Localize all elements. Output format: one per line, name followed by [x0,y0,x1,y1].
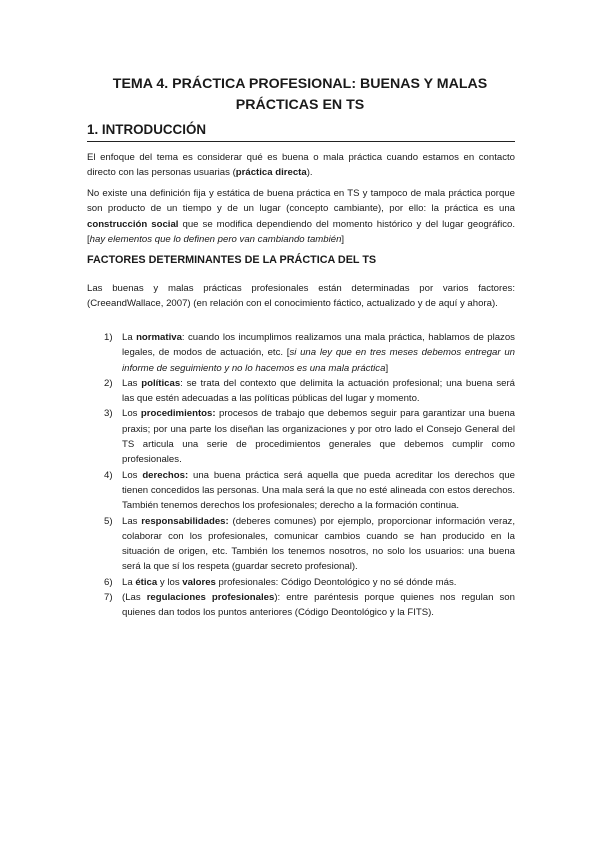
section-heading: 1. INTRODUCCIÓN [87,122,207,137]
text-run: ): entre paréntesis porque quienes nos regulan son quienes dan todos los puntos anteriores (Código Deontológico y la FITS). [122,592,515,619]
list-number: 7) [104,592,113,604]
text-run: una buena práctica será aquella que pueda acreditar los derechos que tienen concedidos las personas. Una mala será la que no esté alineada con estos derechos. También tenemos derechos los profesionales; derecho a la formación continua. [122,469,515,512]
list-item [0,514,600,575]
list-item-text [122,575,515,590]
list-item-text [122,514,515,575]
text-run: La [122,332,137,343]
list-number: 5) [104,515,113,527]
text-run: : se trata del contexto que delimita la actuación profesional; una buena será las que estén adecuadas a las políticas públicas del lugar y momento. [122,377,515,405]
list-item [0,330,600,376]
list-item-text [122,590,515,621]
list-number: 3) [104,408,113,420]
list-item-text [122,406,515,467]
intro-paragraph-1 [87,150,515,181]
list-number: 4) [104,469,113,481]
subheading-factors: FACTORES DETERMINANTES DE LA PRÁCTICA DEL TS [87,254,377,266]
text-run: Los [122,408,141,420]
list-number: 2) [104,377,113,389]
list-number: 1) [104,332,113,343]
bold-term: práctica directa [235,167,307,179]
text-run: Las [122,515,142,527]
bold-term: responsabilidades: [141,515,229,527]
text-run: La [122,576,136,588]
italic-note: hay elementos que lo definen pero van cambiando también [89,233,342,245]
title-line-1: TEMA 4. PRÁCTICA PROFESIONAL: BUENAS Y MALAS [112,76,488,92]
document-title [60,74,540,116]
list-item-text [122,330,515,376]
list-item [0,376,600,407]
bold-term: normativa [136,332,182,343]
list-item [0,575,600,590]
text-run: y los [157,576,183,588]
text-run: ). [306,167,313,179]
text-run: El enfoque del tema es considerar qué es buena o mala práctica cuando estamos en contacto directo con las personas usuarias ( [87,152,515,179]
text-run: (deberes comunes) por ejemplo, proporcionar información veraz, colaborar con los profesionales, comunicar cambios cuando se han producido en la situación de origen, etc. También los tenemos nosotros, no solo los usuarios: una buena será la que sí los respeta (guardar secreto profesional). [122,515,515,573]
title-line-2: PRÁCTICAS EN TS [235,97,365,113]
text-run: (Las [122,592,147,604]
text-run: ] [385,362,389,374]
bold-term: políticas [141,377,181,389]
list-item-text [122,376,515,407]
list-item-text [122,468,515,514]
factors-list [0,330,600,621]
section-divider [87,141,515,142]
list-item [0,468,600,514]
factors-intro-paragraph: Las buenas y malas prácticas profesionales están determinadas por varios factores: (CreeandWallace, 2007) (en relación con el conocimiento fáctico, actualizado y de aquí y ahora). [87,283,515,310]
text-run: que se modifica dependiendo del momento histórico y del lugar geográfico. [ [87,218,515,245]
bold-term: construcción social [87,218,179,230]
text-run: : cuando los incumplimos realizamos una mala práctica, hablamos de plazos legales, de modos de actuación, etc. [ [122,332,515,359]
italic-note: si una ley que en tres meses debemos entregar un informe de seguimiento y no lo hacemos es una mala práctica [122,347,515,374]
list-item [0,406,600,467]
text-run: Los [122,469,143,481]
text-run: profesionales: Código Deontológico y no sé dónde más. [215,576,457,588]
intro-paragraph-2 [87,186,515,247]
bold-term: regulaciones profesionales [146,592,275,604]
bold-term: procedimientos: [140,408,216,420]
text-run: Las [122,377,142,389]
list-number: 6) [104,576,113,588]
text-run: procesos de trabajo que debemos seguir para garantizar una buena praxis; por una parte los diseñan las organizaciones y por otro lado el Consejo General del TS articula una serie de procedimientos generales que debemos cumplir como profesionales. [122,408,515,466]
bold-term: derechos: [142,469,189,481]
bold-term: ética [135,576,158,588]
text-run: No existe una definición fija y estática de buena práctica en TS y tampoco de mala práctica porque son producto de un tiempo y de un lugar (concepto cambiante), por ello: la práctica es una [87,188,515,215]
list-item [0,590,600,621]
text-run: ] [341,233,345,245]
bold-term: valores [182,576,216,588]
